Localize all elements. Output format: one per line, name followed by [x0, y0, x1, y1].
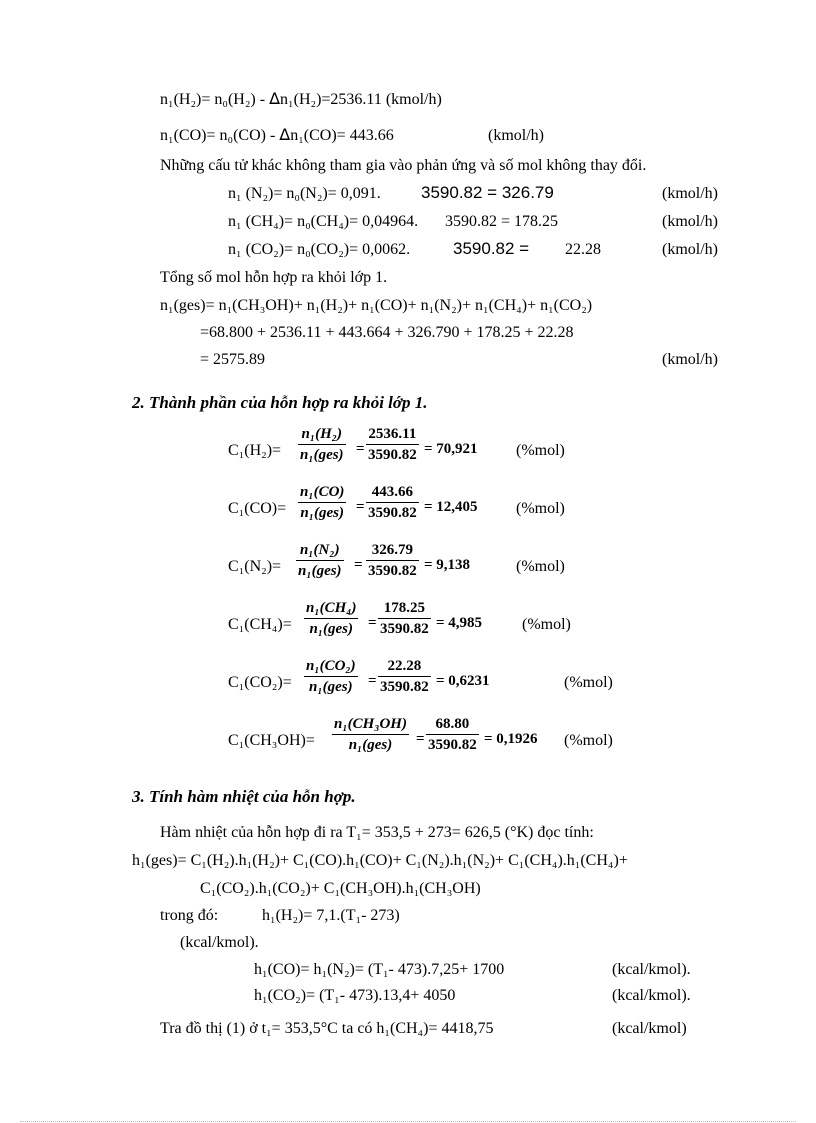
total-intro: Tổng số mol hỗn hợp ra khỏi lớp 1. [160, 269, 388, 286]
fraction-numerator-symbol: n₁(N₂) [299, 542, 340, 558]
composition-ch4-lhs: C₁(CH₄)= [228, 616, 292, 633]
section-2-heading: 2. Thành phần của hỗn hợp ra khỏi lớp 1. [132, 393, 428, 412]
total-result: = 2575.89 [200, 351, 266, 368]
n2-line-value: 3590.82 = 326.79 [421, 183, 554, 202]
ch4-line-unit: (kmol/h) [662, 213, 718, 230]
composition-n2: C₁(N₂)= n₁(N₂) n₁(ges) = $\frac{326.79}{3590.82}$ = 9,138 (%mol) [228, 542, 565, 579]
composition-ch4-unit: (%mol) [522, 616, 571, 633]
fraction-numerator-symbol: n₁(CH₃OH) [334, 716, 407, 732]
enthalpy-intro: Hàm nhiệt của hỗn hợp đi ra T₁= 353,5 + 273= 626,5 (°K) đọc tính: [160, 824, 594, 841]
composition-co-unit: (%mol) [516, 500, 565, 517]
ch4-lookup-unit: (kcal/kmol) [612, 1020, 687, 1037]
fraction-denominator-value: 3590.82 [378, 676, 431, 697]
composition-ch4-result: = 4,985 [436, 615, 483, 631]
fraction-denominator-symbol: n₁(ges) [304, 618, 358, 639]
n2-line-unit: (kmol/h) [662, 185, 718, 202]
co-balance-unit: (kmol/h) [488, 127, 544, 144]
enthalpy-equation-line1: h₁(ges)= C₁(H₂).h₁(H₂)+ C₁(CO).h₁(CO)+ C₁(N₂).h₁(N₂)+ C₁(CH₄).h₁(CH₄)+ [132, 852, 628, 869]
co2-enthalpy-formula: h₁(CO₂)= (T₁- 473).13,4+ 4050 [254, 987, 456, 1004]
page-bottom-border [20, 1121, 796, 1122]
fraction-numerator-value: 326.79 [371, 542, 413, 558]
section-3-heading: 3. Tính hàm nhiệt của hỗn hợp. [132, 787, 356, 806]
co-enthalpy-unit: (kcal/kmol). [612, 961, 691, 978]
fraction-numerator-symbol: n₁(H₂) [301, 426, 343, 442]
fraction-denominator-symbol: n₁(ges) [304, 676, 358, 697]
composition-n2-lhs: C₁(N₂)= [228, 558, 282, 575]
total-sum: =68.800 + 2536.11 + 443.664 + 326.790 + 178.25 + 22.28 [200, 324, 574, 341]
composition-ch3oh-unit: (%mol) [564, 732, 613, 749]
fraction-denominator-value: 3590.82 [366, 502, 419, 523]
co2-line-result: 22.28 [565, 241, 601, 258]
ch4-lookup-line: Tra đồ thị (1) ở t₁= 353,5°C ta có h₁(CH₄)= 4418,75 [160, 1020, 494, 1037]
fraction-numerator-value: 443.66 [371, 484, 413, 500]
ch4-line-value: 3590.82 = 178.25 [445, 213, 559, 230]
fraction-numerator-value: 68.80 [435, 716, 470, 732]
co-balance-line: n₁(CO)= n₀(CO) - ᐃn₁(CO)= 443.66 [160, 127, 394, 144]
where-label: trong đó: [160, 907, 219, 924]
composition-n2-result: = 9,138 [424, 557, 471, 573]
h2-balance-line: n₁(H₂)= n₀(H₂) - ᐃn₁(H₂)=2536.11 (kmol/h) [160, 91, 442, 108]
fraction-numerator-value: 178.25 [383, 600, 425, 616]
h2-enthalpy-formula: h₁(H₂)= 7,1.(T₁- 273) [262, 907, 400, 924]
co2-line-unit: (kmol/h) [662, 241, 718, 258]
total-unit: (kmol/h) [662, 351, 718, 368]
co2-line-value: 3590.82 = [453, 239, 530, 258]
co-enthalpy-formula: h₁(CO)= h₁(N₂)= (T₁- 473).7,25+ 1700 [254, 961, 505, 978]
fraction-denominator-value: 3590.82 [366, 560, 419, 581]
composition-h2-unit: (%mol) [516, 442, 565, 459]
composition-co2-lhs: C₁(CO₂)= [228, 674, 292, 691]
ch4-line-left: n₁ (CH₄)= n₀(CH₄)= 0,04964. [228, 213, 419, 230]
fraction-denominator-value: 3590.82 [366, 444, 419, 465]
h2-enthalpy-unit: (kcal/kmol). [180, 934, 259, 951]
composition-co-result: = 12,405 [424, 499, 478, 515]
composition-ch3oh-lhs: C₁(CH₃OH)= [228, 732, 315, 749]
fraction-numerator-value: 2536.11 [368, 426, 417, 442]
fraction-numerator-symbol: n₁(CO₂) [306, 658, 356, 674]
n2-line-left: n₁ (N₂)= n₀(N₂)= 0,091. [228, 185, 381, 202]
composition-ch3oh-result: = 0,1926 [484, 731, 538, 747]
composition-ch3oh: C₁(CH₃OH)= n₁(CH₃OH) n₁(ges) = $\frac{68.80}{3590.82}$ = 0,1926 (%mol) [228, 716, 613, 753]
composition-co-lhs: C₁(CO)= [228, 500, 287, 517]
co2-line-left: n₁ (CO₂)= n₀(CO₂)= 0,0062. [228, 241, 411, 258]
fraction-numerator-symbol: n₁(CH₄) [306, 600, 357, 616]
composition-co2-result: = 0,6231 [436, 673, 490, 689]
composition-co2: C₁(CO₂)= n₁(CO₂) n₁(ges) = $\frac{22.28}{3590.82}$ = 0,6231 (%mol) [228, 658, 613, 695]
fraction-numerator-symbol: n₁(CO) [300, 484, 345, 500]
fraction-denominator-value: 3590.82 [378, 618, 431, 639]
composition-co: C₁(CO)= n₁(CO) n₁(ges) = $\frac{443.66}{3590.82}$ = 12,405 (%mol) [228, 484, 565, 521]
co2-enthalpy-unit: (kcal/kmol). [612, 987, 691, 1004]
fraction-denominator-value: 3590.82 [426, 734, 479, 755]
composition-ch4: C₁(CH₄)= n₁(CH₄) n₁(ges) = $\frac{178.25}{3590.82}$ = 4,985 (%mol) [228, 600, 571, 637]
composition-h2-result: = 70,921 [424, 441, 478, 457]
fraction-denominator-symbol: n₁(ges) [298, 444, 346, 465]
composition-h2: C₁(H₂)= n₁(H₂) n₁(ges) = $\frac{2536.11}{3590.82}$ = 70,921 (%mol) [228, 426, 565, 463]
enthalpy-equation-line2: C₁(CO₂).h₁(CO₂)+ C₁(CH₃OH).h₁(CH₃OH) [200, 880, 481, 897]
composition-h2-lhs: C₁(H₂)= [228, 442, 282, 459]
fraction-denominator-symbol: n₁(ges) [332, 734, 409, 755]
composition-n2-unit: (%mol) [516, 558, 565, 575]
note-line: Những cấu tử khác không tham gia vào phản ứng và số mol không thay đổi. [160, 157, 647, 174]
total-equation: n₁(ges)= n₁(CH₃OH)+ n₁(H₂)+ n₁(CO)+ n₁(N₂)+ n₁(CH₄)+ n₁(CO₂) [160, 297, 593, 314]
fraction-denominator-symbol: n₁(ges) [298, 502, 346, 523]
fraction-numerator-value: 22.28 [387, 658, 422, 674]
fraction-denominator-symbol: n₁(ges) [296, 560, 344, 581]
composition-co2-unit: (%mol) [564, 674, 613, 691]
